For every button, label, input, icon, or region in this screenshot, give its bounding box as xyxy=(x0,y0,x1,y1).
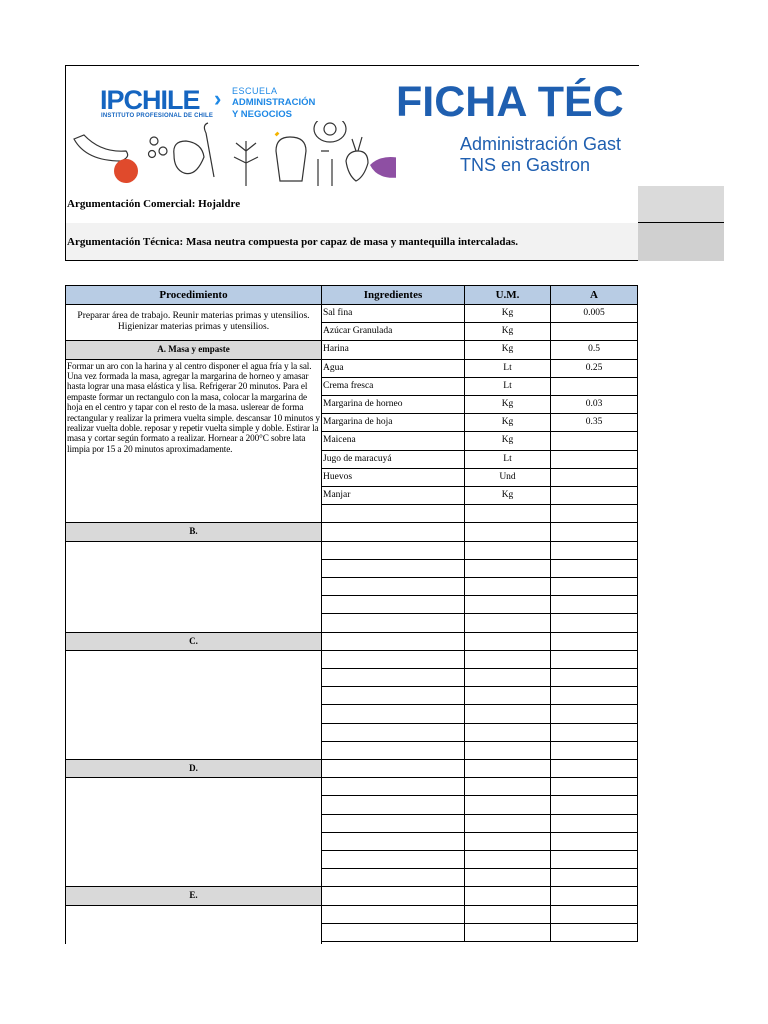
bottle-icon xyxy=(318,151,332,187)
ingredient-cell xyxy=(322,906,465,924)
unit-cell: Kg xyxy=(465,396,551,414)
amount-cell xyxy=(551,742,638,760)
unit-cell: Kg xyxy=(465,323,551,341)
header-procedimiento: Procedimiento xyxy=(65,285,322,305)
ingredient-cell xyxy=(322,778,465,796)
amount-cell xyxy=(551,542,638,560)
section-label: D. xyxy=(65,760,322,778)
amount-cell xyxy=(551,487,638,505)
amount-cell xyxy=(551,469,638,487)
section-procedure xyxy=(65,906,322,944)
amount-cell xyxy=(551,906,638,924)
school-line-2: ADMINISTRACIÓN xyxy=(232,97,316,108)
argumentacion-tecnica: Argumentación Técnica: Masa neutra compuesta por capaz de masa y mantequilla intercaladas. xyxy=(65,223,665,261)
header-ingredientes: Ingredientes xyxy=(322,285,465,305)
amount-cell xyxy=(551,724,638,742)
vegetables-illustration xyxy=(66,121,396,187)
unit-cell: Lt xyxy=(465,451,551,469)
procedure-intro: Preparar área de trabajo. Reunir materias primas y utensilios. Higienizar materias primas y utensilios. xyxy=(65,305,322,341)
page-subtitle-2: TNS en Gastron xyxy=(460,155,591,175)
ingredient-cell: Agua xyxy=(322,360,465,378)
unit-cell: Kg xyxy=(465,341,551,359)
unit-cell xyxy=(465,724,551,742)
unit-cell xyxy=(465,687,551,705)
ingredient-cell xyxy=(322,560,465,578)
amount-cell xyxy=(551,451,638,469)
amount-cell xyxy=(551,633,638,651)
radish-icon xyxy=(346,151,368,181)
amount-cell xyxy=(551,578,638,596)
amount-cell xyxy=(551,887,638,905)
bread-icon xyxy=(276,137,306,181)
ingredient-cell: Margarina de hoja xyxy=(322,414,465,432)
amount-cell xyxy=(551,651,638,669)
unit-cell: Kg xyxy=(465,414,551,432)
amount-cell xyxy=(551,924,638,942)
ingredient-cell xyxy=(322,687,465,705)
unit-cell xyxy=(465,869,551,887)
ingredient-cell xyxy=(322,815,465,833)
unit-cell xyxy=(465,742,551,760)
chili-icon xyxy=(74,135,128,161)
unit-cell xyxy=(465,778,551,796)
unit-cell xyxy=(465,523,551,541)
amount-cell: 0.03 xyxy=(551,396,638,414)
ingredient-cell xyxy=(322,869,465,887)
ingredient-cell xyxy=(322,796,465,814)
ingredient-cell xyxy=(322,851,465,869)
unit-cell xyxy=(465,651,551,669)
herb-icon xyxy=(234,141,258,187)
amount-cell xyxy=(551,378,638,396)
ingredient-cell xyxy=(322,542,465,560)
amount-cell xyxy=(551,705,638,723)
tomato-icon xyxy=(114,159,138,183)
ipchile-logo: IPCHILE xyxy=(100,85,200,115)
amount-cell xyxy=(551,687,638,705)
ingredient-cell: Maicena xyxy=(322,432,465,450)
unit-cell xyxy=(465,833,551,851)
unit-cell xyxy=(465,887,551,905)
unit-cell xyxy=(465,906,551,924)
ingredient-cell xyxy=(322,724,465,742)
ipchile-logo-subtitle: INSTITUTO PROFESIONAL DE CHILE xyxy=(101,113,214,119)
ingredient-cell: Margarina de horneo xyxy=(322,396,465,414)
ingredient-cell xyxy=(322,924,465,942)
amount-cell xyxy=(551,833,638,851)
amount-cell xyxy=(551,760,638,778)
ingredient-cell xyxy=(322,505,465,523)
amount-cell xyxy=(551,505,638,523)
ingredient-cell: Jugo de maracuyá xyxy=(322,451,465,469)
unit-cell xyxy=(465,760,551,778)
amount-cell xyxy=(551,560,638,578)
section-procedure xyxy=(65,651,322,760)
header-um: U.M. xyxy=(465,285,551,305)
section-procedure xyxy=(65,542,322,633)
unit-cell xyxy=(465,924,551,942)
unit-cell xyxy=(465,796,551,814)
ingredient-cell xyxy=(322,705,465,723)
amount-cell: 0.5 xyxy=(551,341,638,359)
unit-cell xyxy=(465,596,551,614)
ingredient-cell xyxy=(322,523,465,541)
section-procedure: Formar un aro con la harina y al centro disponer el agua fría y la sal. Una vez formada la masa, agregar la margarina de horneo y amasar hasta lograr una masa elástica y lisa. Refrigerar 20 minutos. Para el empaste formar un rectangulo con la masa, colocar la margarina de hoja en el centro y tapar con el resto de la masa. uslerear de forma rectangular y realizar la primera vuelta simple. descansar 10 minutos y realizar vuelta doble. reposar y repetir vuelta simple y doble. Estirar la masa y cortar según formato a realizar. Hornear a 200°C sobre lata limpia por 15 a 20 minutos aproximadamente. xyxy=(65,360,322,524)
amount-cell xyxy=(551,614,638,632)
pea-icon-1 xyxy=(150,137,158,145)
ingredient-cell xyxy=(322,578,465,596)
amount-cell: 0.25 xyxy=(551,360,638,378)
ingredient-cell xyxy=(322,742,465,760)
ingredient-cell xyxy=(322,669,465,687)
amount-cell xyxy=(551,596,638,614)
ingredient-cell xyxy=(322,760,465,778)
pea-icon-2 xyxy=(159,147,167,155)
amount-cell xyxy=(551,778,638,796)
unit-cell xyxy=(465,560,551,578)
amount-cell xyxy=(551,323,638,341)
egg-icon xyxy=(314,121,346,142)
unit-cell xyxy=(465,669,551,687)
section-procedure xyxy=(65,778,322,887)
school-line-3: Y NEGOCIOS xyxy=(232,109,293,120)
unit-cell: Lt xyxy=(465,360,551,378)
unit-cell: Und xyxy=(465,469,551,487)
header-banner xyxy=(65,65,639,187)
argumentacion-comercial: Argumentación Comercial: Hojaldre xyxy=(65,186,638,223)
ingredient-cell: Azúcar Granulada xyxy=(322,323,465,341)
ingredient-cell: Sal fina xyxy=(322,305,465,323)
ingredient-cell: Huevos xyxy=(322,469,465,487)
school-line-1: ESCUELA xyxy=(232,86,278,96)
amount-cell xyxy=(551,669,638,687)
unit-cell xyxy=(465,705,551,723)
amount-cell xyxy=(551,815,638,833)
ingredient-cell: Harina xyxy=(322,341,465,359)
section-label: A. Masa y empaste xyxy=(65,341,322,359)
amount-cell xyxy=(551,523,638,541)
ingredient-cell: Manjar xyxy=(322,487,465,505)
unit-cell xyxy=(465,633,551,651)
section-label: E. xyxy=(65,887,322,905)
amount-cell xyxy=(551,796,638,814)
unit-cell xyxy=(465,851,551,869)
ingredient-cell xyxy=(322,633,465,651)
ingredient-cell xyxy=(322,887,465,905)
unit-cell: Lt xyxy=(465,378,551,396)
page-title: FICHA TÉC xyxy=(396,78,624,126)
unit-cell xyxy=(465,542,551,560)
amount-cell: 0.35 xyxy=(551,414,638,432)
ingredient-cell xyxy=(322,651,465,669)
chevron-right-icon: › xyxy=(214,86,222,111)
eggplant-icon xyxy=(370,157,396,178)
amount-cell xyxy=(551,851,638,869)
pepper-icon xyxy=(174,141,204,174)
unit-cell: Kg xyxy=(465,305,551,323)
section-label: B. xyxy=(65,523,322,541)
ingredient-cell xyxy=(322,614,465,632)
unit-cell: Kg xyxy=(465,487,551,505)
unit-cell xyxy=(465,815,551,833)
carrot-icon xyxy=(204,123,214,177)
ingredient-cell xyxy=(322,833,465,851)
ingredient-cell xyxy=(322,596,465,614)
unit-cell xyxy=(465,578,551,596)
school-name xyxy=(232,85,315,121)
unit-cell: Kg xyxy=(465,432,551,450)
pea-icon-3 xyxy=(149,151,156,158)
amount-cell: 0.005 xyxy=(551,305,638,323)
ingredient-cell: Crema fresca xyxy=(322,378,465,396)
header-a: A xyxy=(551,285,638,305)
unit-cell xyxy=(465,505,551,523)
unit-cell xyxy=(465,614,551,632)
section-label: C. xyxy=(65,633,322,651)
page-subtitle-1: Administración Gast xyxy=(460,134,622,154)
amount-cell xyxy=(551,432,638,450)
amount-cell xyxy=(551,869,638,887)
